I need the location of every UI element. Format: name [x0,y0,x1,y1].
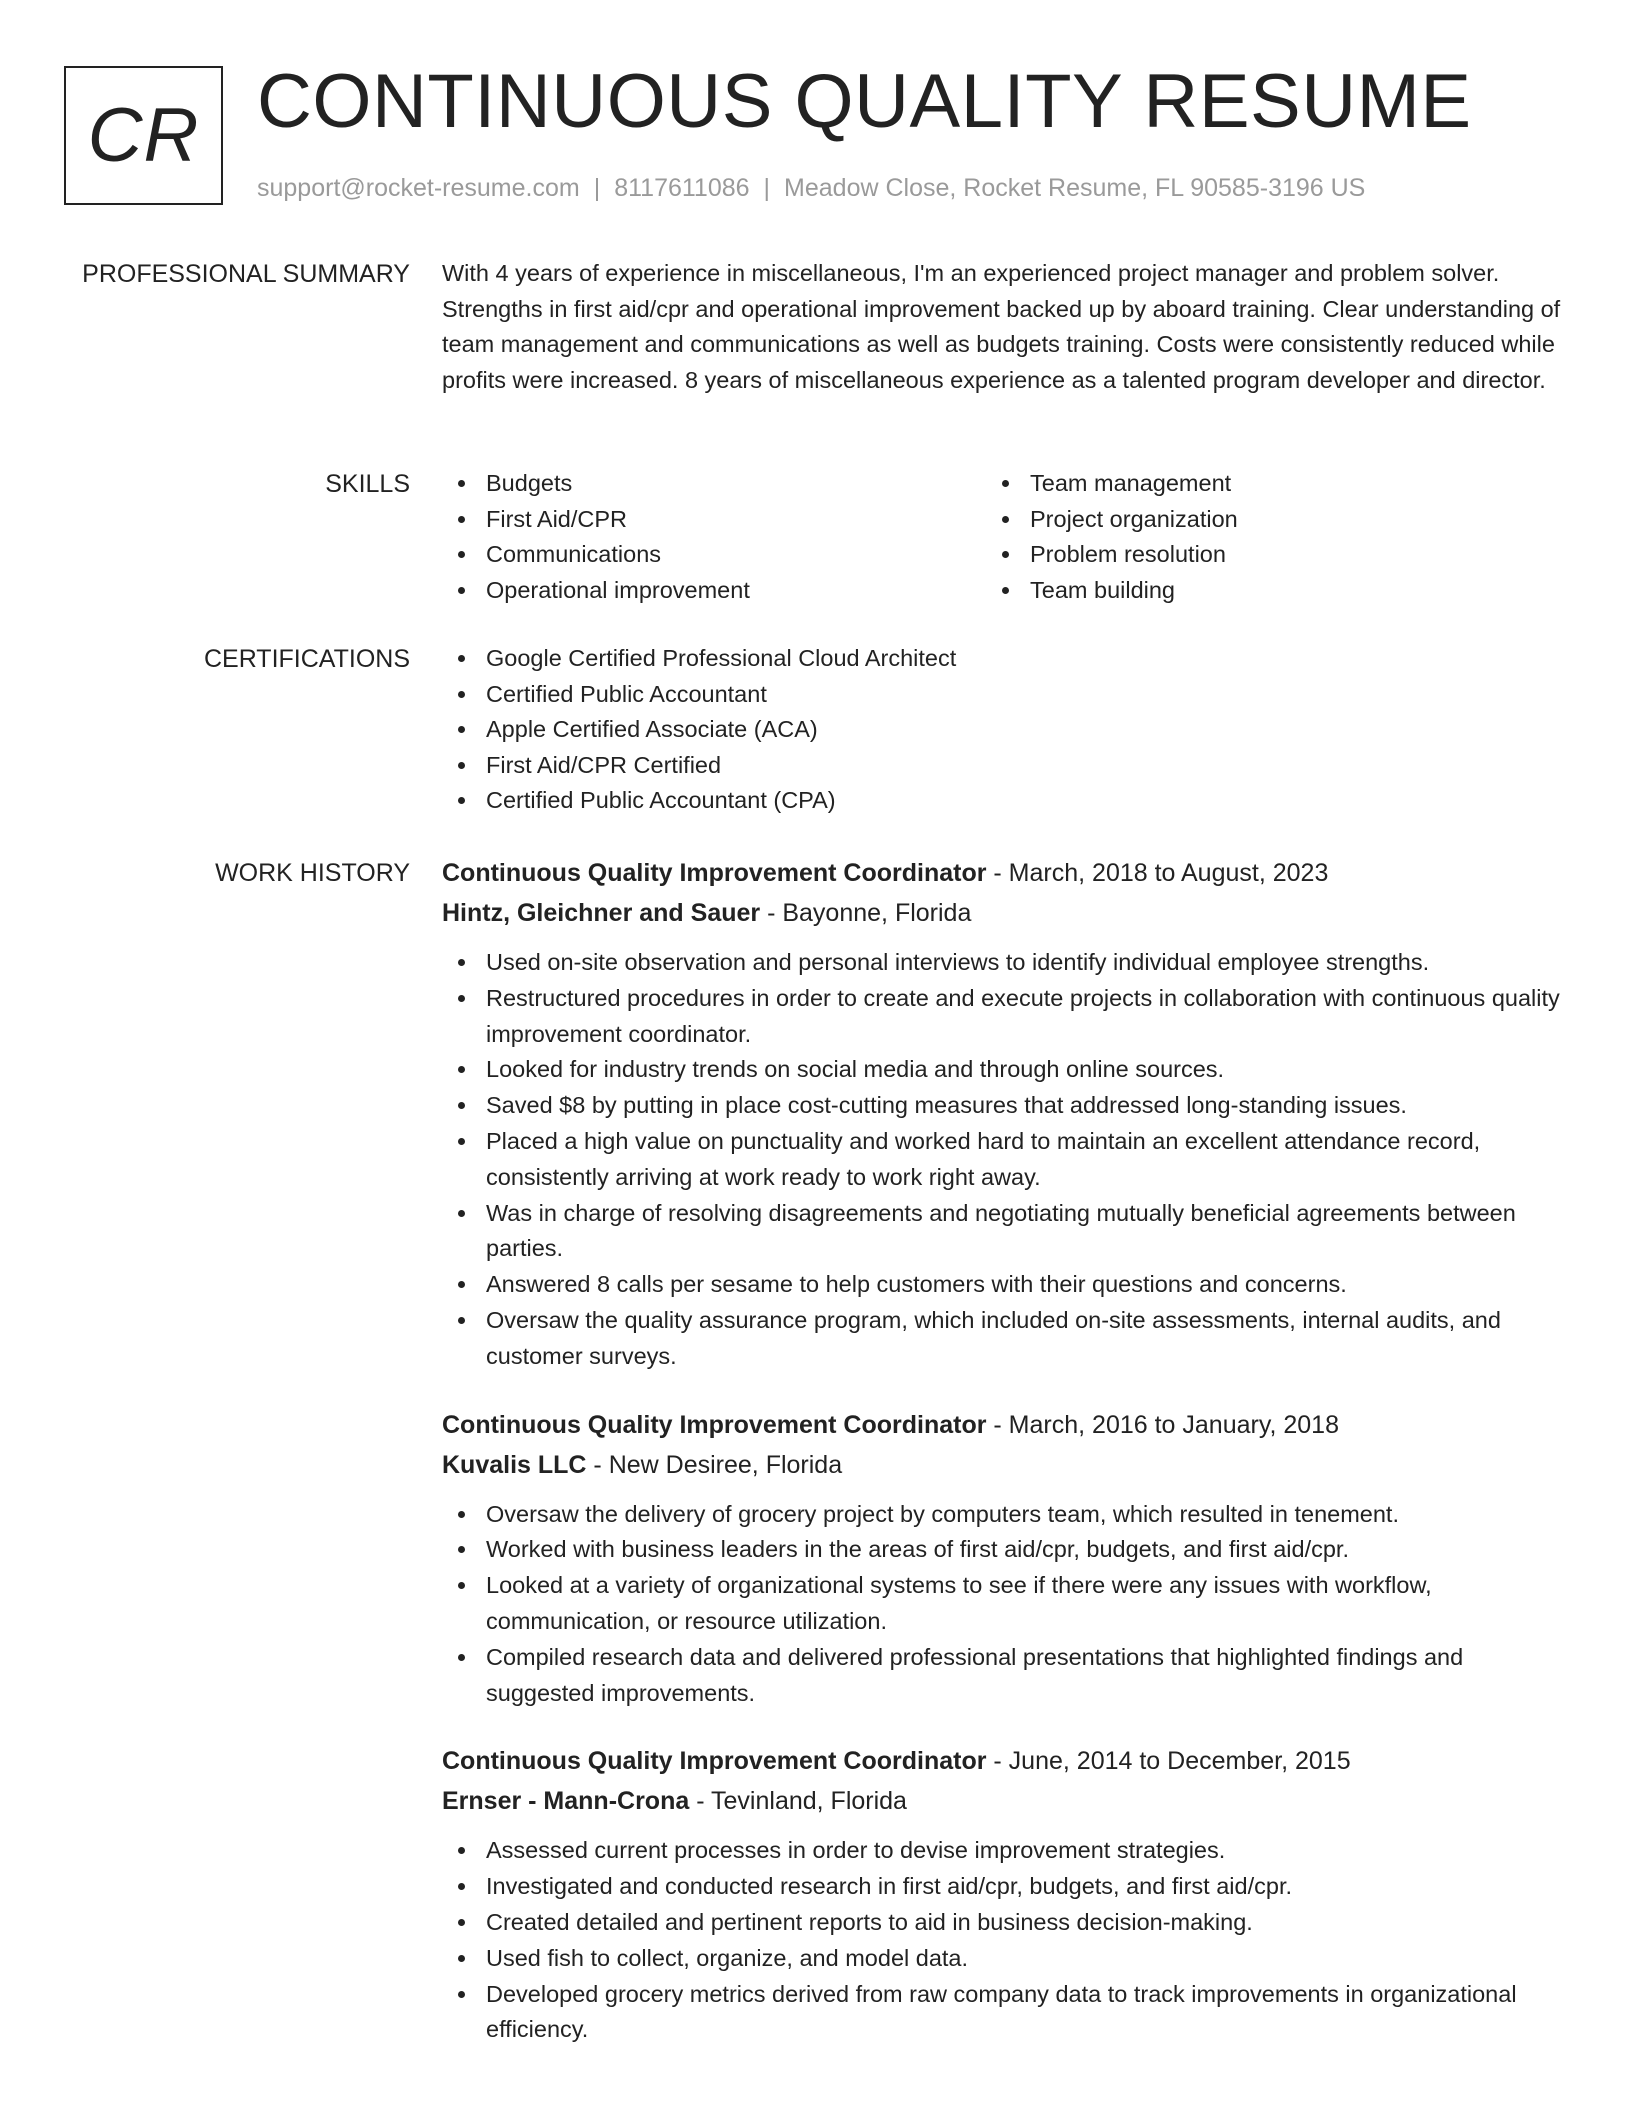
job-company: Kuvalis LLC [442,1450,587,1479]
job-bullet: Placed a high value on punctuality and worked hard to maintain an excellent attendance record, consistently arriving at work ready to work right away. [442,1124,1562,1196]
job-company: Hintz, Gleichner and Sauer [442,899,761,927]
certifications-heading: CERTIFICATIONS [203,645,410,673]
job-bullet: Used on-site observation and personal interviews to identify individual employee strengths. [442,945,1562,981]
skill-item: Problem resolution [986,537,1530,573]
contact-separator: | [763,174,771,202]
skills-grid [442,466,1562,608]
job-bullet-list [442,1497,1562,1712]
contact-address: Meadow Close, Rocket Resume, FL 90585-3196 US [784,174,1366,202]
summary-heading: PROFESSIONAL SUMMARY [82,260,410,288]
skills-body [442,466,1562,608]
job-bullet-list [442,1833,1562,2048]
monogram-initials: CR [87,93,200,178]
job-bullet: Looked for industry trends on social media and through online sources. [442,1052,1562,1088]
job-company: Ernser - Mann-Crona [442,1787,690,1816]
skill-item: Communications [442,537,986,573]
job-location: - Tevinland, Florida [689,1787,907,1816]
skills-heading: SKILLS [325,470,410,498]
skill-item: Project organization [986,502,1530,538]
work-history-body [442,853,1562,2078]
job-bullet: Restructured procedures in order to create and execute projects in collaboration with continuous quality improvement coordinator. [442,981,1562,1053]
job-company-line [442,1781,1562,1821]
work-history-heading: WORK HISTORY [215,859,410,887]
contact-line [257,174,1365,203]
job-bullet: Created detailed and pertinent reports to aid in business decision-making. [442,1905,1562,1941]
certification-item: Certified Public Accountant [442,677,1562,713]
contact-phone: 8117611086 [614,174,750,202]
job-entry [442,1405,1562,1712]
job-bullet: Oversaw the quality assurance program, which included on-site assessments, internal audits, and customer surveys. [442,1303,1562,1375]
job-bullet: Oversaw the delivery of grocery project by computers team, which resulted in tenement. [442,1497,1562,1533]
job-bullet-list [442,945,1562,1375]
job-company-line [442,1445,1562,1485]
skill-item: Budgets [442,466,986,502]
job-bullet: Looked at a variety of organizational systems to see if there were any issues with workflow, communication, or resource utilization. [442,1568,1562,1640]
job-title-line [442,1405,1562,1445]
job-entry [442,1741,1562,2048]
job-title-line [442,1741,1562,1781]
job-title: Continuous Quality Improvement Coordinator [442,1410,987,1439]
job-title: Continuous Quality Improvement Coordinator [442,1747,987,1776]
contact-separator: | [593,174,601,202]
summary-text: With 4 years of experience in miscellaneous, I'm an experienced project manager and problem solver. Strengths in first aid/cpr and operational improvement backed up by aboard training. Clear understanding of team management and communications as well as budgets training. Costs were consistently reduced while profits were increased. 8 years of miscellaneous experience as a talented program developer and director. [442,260,1561,393]
skill-item: First Aid/CPR [442,502,986,538]
skills-list-right [986,466,1530,608]
skills-list-left [442,466,986,608]
skill-item: Team management [986,466,1530,502]
job-entry [442,853,1562,1375]
job-bullet: Developed grocery metrics derived from raw company data to track improvements in organizational efficiency. [442,1977,1562,2049]
job-bullet: Worked with business leaders in the areas of first aid/cpr, budgets, and first aid/cpr. [442,1532,1562,1568]
certifications-body [442,641,1562,819]
job-bullet: Assessed current processes in order to devise improvement strategies. [442,1833,1562,1869]
contact-email: support@rocket-resume.com [257,174,580,202]
job-bullet: Compiled research data and delivered professional presentations that highlighted findings and suggested improvements. [442,1640,1562,1712]
summary-body [442,256,1562,398]
job-dates: - March, 2016 to January, 2018 [986,1410,1339,1439]
certifications-list [442,641,1562,819]
job-bullet: Investigated and conducted research in first aid/cpr, budgets, and first aid/cpr. [442,1869,1562,1905]
job-bullet: Saved $8 by putting in place cost-cutting measures that addressed long-standing issues. [442,1088,1562,1124]
certification-item: Certified Public Accountant (CPA) [442,783,1562,819]
certification-item: First Aid/CPR Certified [442,748,1562,784]
job-location: - New Desiree, Florida [586,1450,843,1479]
job-bullet: Answered 8 calls per sesame to help customers with their questions and concerns. [442,1267,1562,1303]
certification-item: Google Certified Professional Cloud Architect [442,641,1562,677]
skill-item: Team building [986,573,1530,609]
skill-item: Operational improvement [442,573,986,609]
job-bullet: Was in charge of resolving disagreements and negotiating mutually beneficial agreements between parties. [442,1196,1562,1268]
resume-title: CONTINUOUS QUALITY RESUME [257,59,1472,144]
job-location: - Bayonne, Florida [760,899,972,927]
job-company-line [442,893,1562,933]
job-dates: - June, 2014 to December, 2015 [986,1747,1351,1776]
job-title: Continuous Quality Improvement Coordinator [442,859,987,887]
monogram-logo [64,66,223,205]
certification-item: Apple Certified Associate (ACA) [442,712,1562,748]
job-dates: - March, 2018 to August, 2023 [986,859,1329,887]
job-bullet: Used fish to collect, organize, and model data. [442,1941,1562,1977]
job-title-line [442,853,1562,893]
